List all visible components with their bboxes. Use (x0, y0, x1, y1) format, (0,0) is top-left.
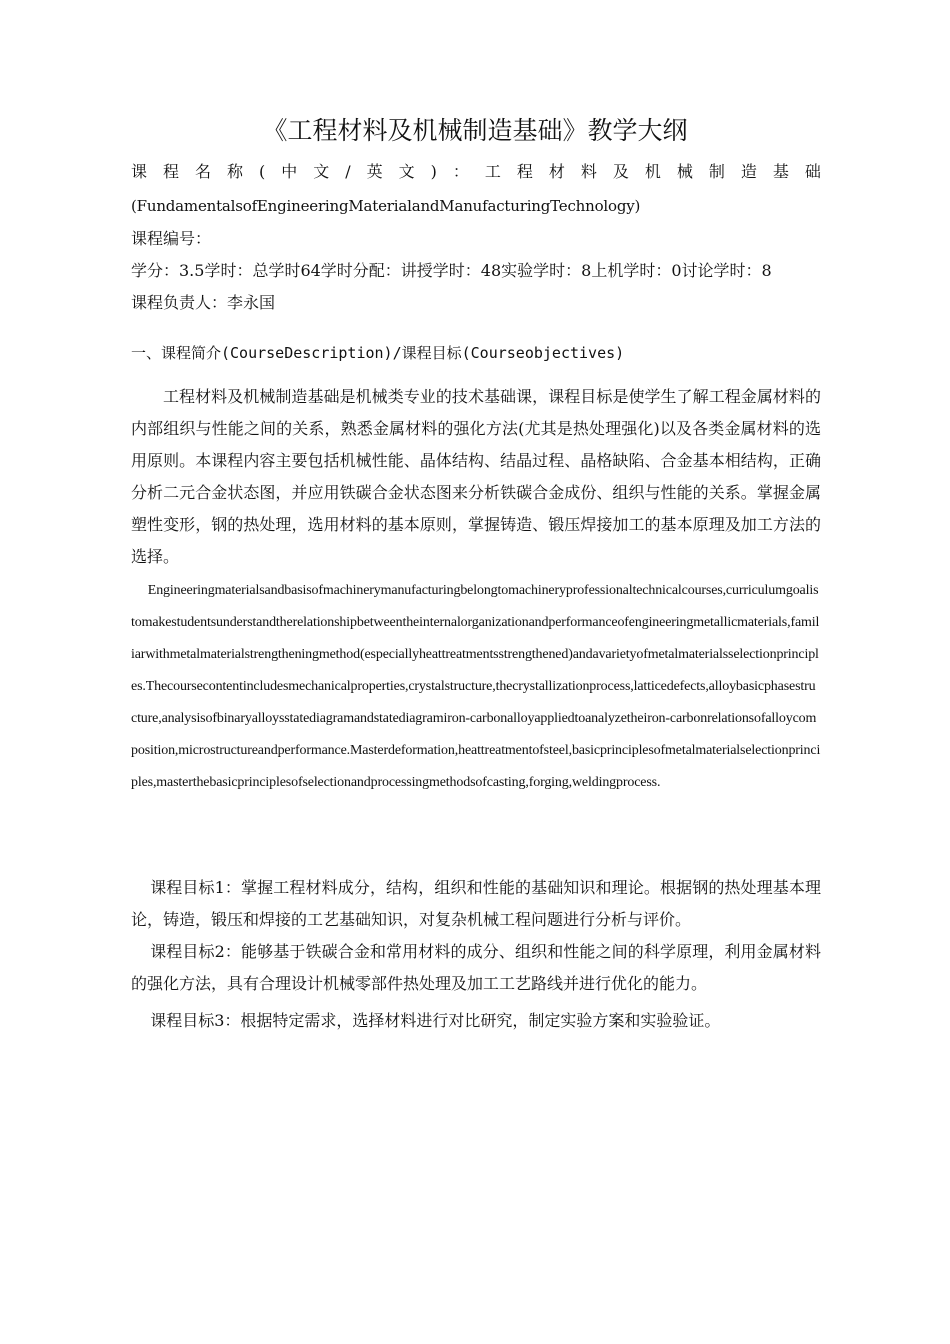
course-name-char: 英 (366, 162, 383, 181)
section-heading: 一、课程简介(CourseDescription)/课程目标(Courseobjectives) (131, 344, 625, 362)
document-title: 《工程材料及机械制造基础》教学大纲 (262, 116, 688, 145)
course-leader: 课程负责人：李永国 (131, 293, 276, 312)
objective-1: 课程目标1：掌握工程材料成分，结构，组织和性能的基础知识和理论。根据钢的热处理基本理论，铸造，锻压和焊接的工艺基础知识，对复杂机械工程问题进行分析与评价。 (131, 878, 821, 929)
course-name-char: 文 (313, 162, 330, 181)
course-name-char: 造 (740, 162, 757, 181)
course-name-char: ( (259, 162, 266, 181)
course-code: 课程编号： (131, 229, 212, 248)
course-name-char: 课 (131, 162, 148, 181)
course-name-char: 材 (548, 162, 565, 181)
course-name-char: 文 (398, 162, 415, 181)
course-name-char: 机 (644, 162, 661, 181)
intro-english: Engineeringmaterialsandbasisofmachinerymanufacturingbelongtomachineryprofessionaltechnicalcourses,curriculumgoalistomakestudentsunderstandtherelationshipbetweentheinternalorganizationandperformanceofengineeringmetallicmaterials,familiarwithmetalmaterialstrengtheningmethod(especiallyheattreatmentsstrengthened)andavarietyofmetalmaterialsselectionprinciples.Thecoursecontentincludesmechanicalproperties,crystalstructure,thecrystallizationprocess,latticedefects,alloybasicphasestructure,analysisofbinaryalloysstatediagramandstatediagramiron-carbonalloyappliedtoanalyzetheiron-carbonrelationsofalloycomposition,microstructureandperformance.Masterdeformation,heattreatmentofsteel,basicprinciplesofmetalmaterialselectionprinciples,masterthebasicprinciplesofselectionandprocessingmethodsofcasting,forging,weldingprocess. (131, 583, 821, 790)
course-name-char: 料 (580, 162, 597, 181)
course-name-char: 及 (612, 162, 629, 181)
course-name-char: 称 (227, 162, 244, 181)
course-name-char: / (345, 162, 351, 181)
course-name-english: (FundamentalsofEngineeringMaterialandManufacturingTechnology) (131, 197, 641, 215)
course-name-char: ) (430, 162, 437, 181)
course-name-char: 械 (676, 162, 693, 181)
course-name-char: 础 (804, 162, 821, 181)
course-name-char: 程 (163, 162, 180, 181)
course-name-char: ： (452, 162, 469, 181)
course-name-char: 名 (195, 162, 212, 181)
course-name-line (131, 161, 821, 183)
course-name-char: 程 (516, 162, 533, 181)
objective-2: 课程目标2：能够基于铁碳合金和常用材料的成分、组织和性能之间的科学原理，利用金属材料的强化方法，具有合理设计机械零部件热处理及加工工艺路线并进行优化的能力。 (131, 942, 821, 993)
course-name-char: 基 (772, 162, 789, 181)
intro-chinese: 工程材料及机械制造基础是机械类专业的技术基础课，课程目标是使学生了解工程金属材料的内部组织与性能之间的关系，熟悉金属材料的强化方法(尤其是热处理强化)以及各类金属材料的选用原则。本课程内容主要包括机械性能、晶体结构、结晶过程、晶格缺陷、合金基本相结构，正确分析二元合金状态图，并应用铁碳合金状态图来分析铁碳合金成份、组织与性能的关系。掌握金属塑性变形，钢的热处理，选用材料的基本原则，掌握铸造、锻压焊接加工的基本原理及加工方法的选择。 (131, 387, 821, 566)
course-name-char: 工 (484, 162, 501, 181)
credits-hours: 学分：3.5学时：总学时64学时分配：讲授学时：48实验学时：8上机学时：0讨论学时：8 (131, 261, 772, 280)
objective-3: 课程目标3：根据特定需求，选择材料进行对比研究，制定实验方案和实验验证。 (150, 1011, 721, 1030)
course-name-char: 制 (708, 162, 725, 181)
course-name-char: 中 (281, 162, 298, 181)
